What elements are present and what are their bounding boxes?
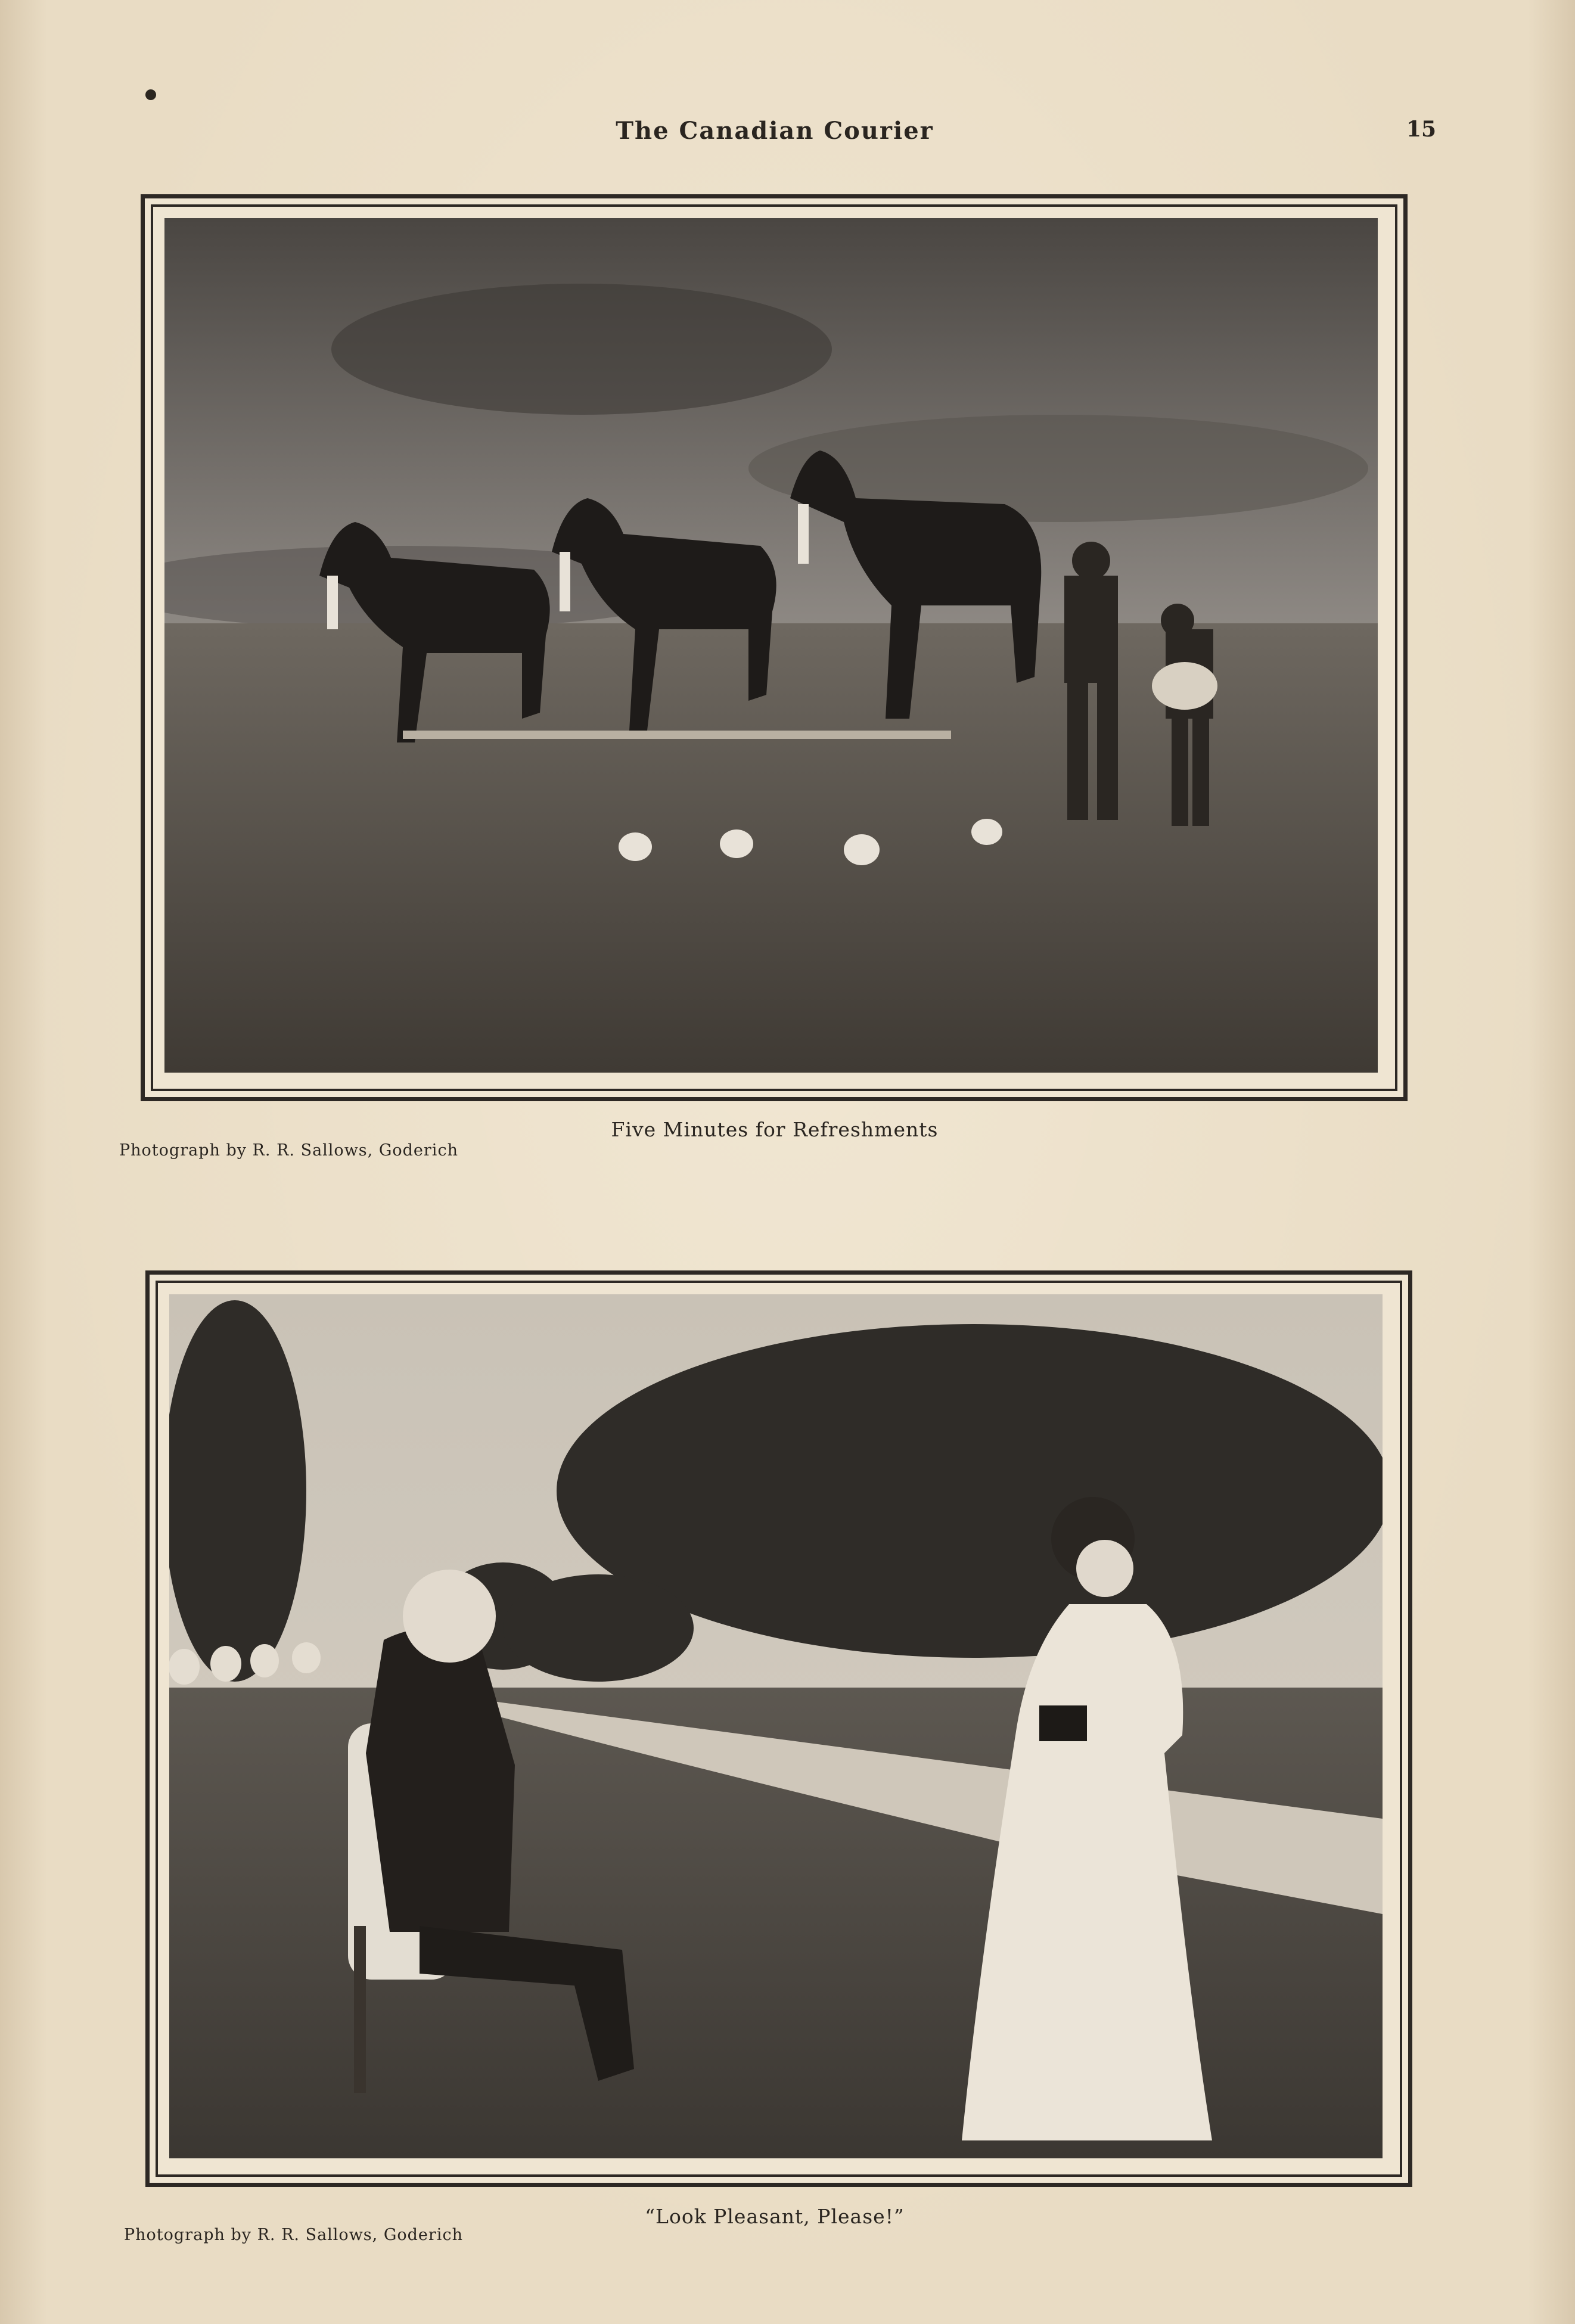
photo-caption-top: Five Minutes for Refreshments xyxy=(611,1118,939,1141)
photo-horses-plowing xyxy=(164,218,1378,1073)
page-number: 15 xyxy=(1406,117,1437,142)
photo-credit-top: Photograph by R. R. Sallows, Goderich xyxy=(119,1141,458,1160)
photo-credit-bottom: Photograph by R. R. Sallows, Goderich xyxy=(124,2226,463,2244)
photo-caption-bottom: “Look Pleasant, Please!” xyxy=(645,2205,905,2228)
photo-look-pleasant xyxy=(169,1294,1383,2158)
publication-title: The Canadian Courier xyxy=(616,117,934,145)
ink-dot xyxy=(145,89,156,100)
